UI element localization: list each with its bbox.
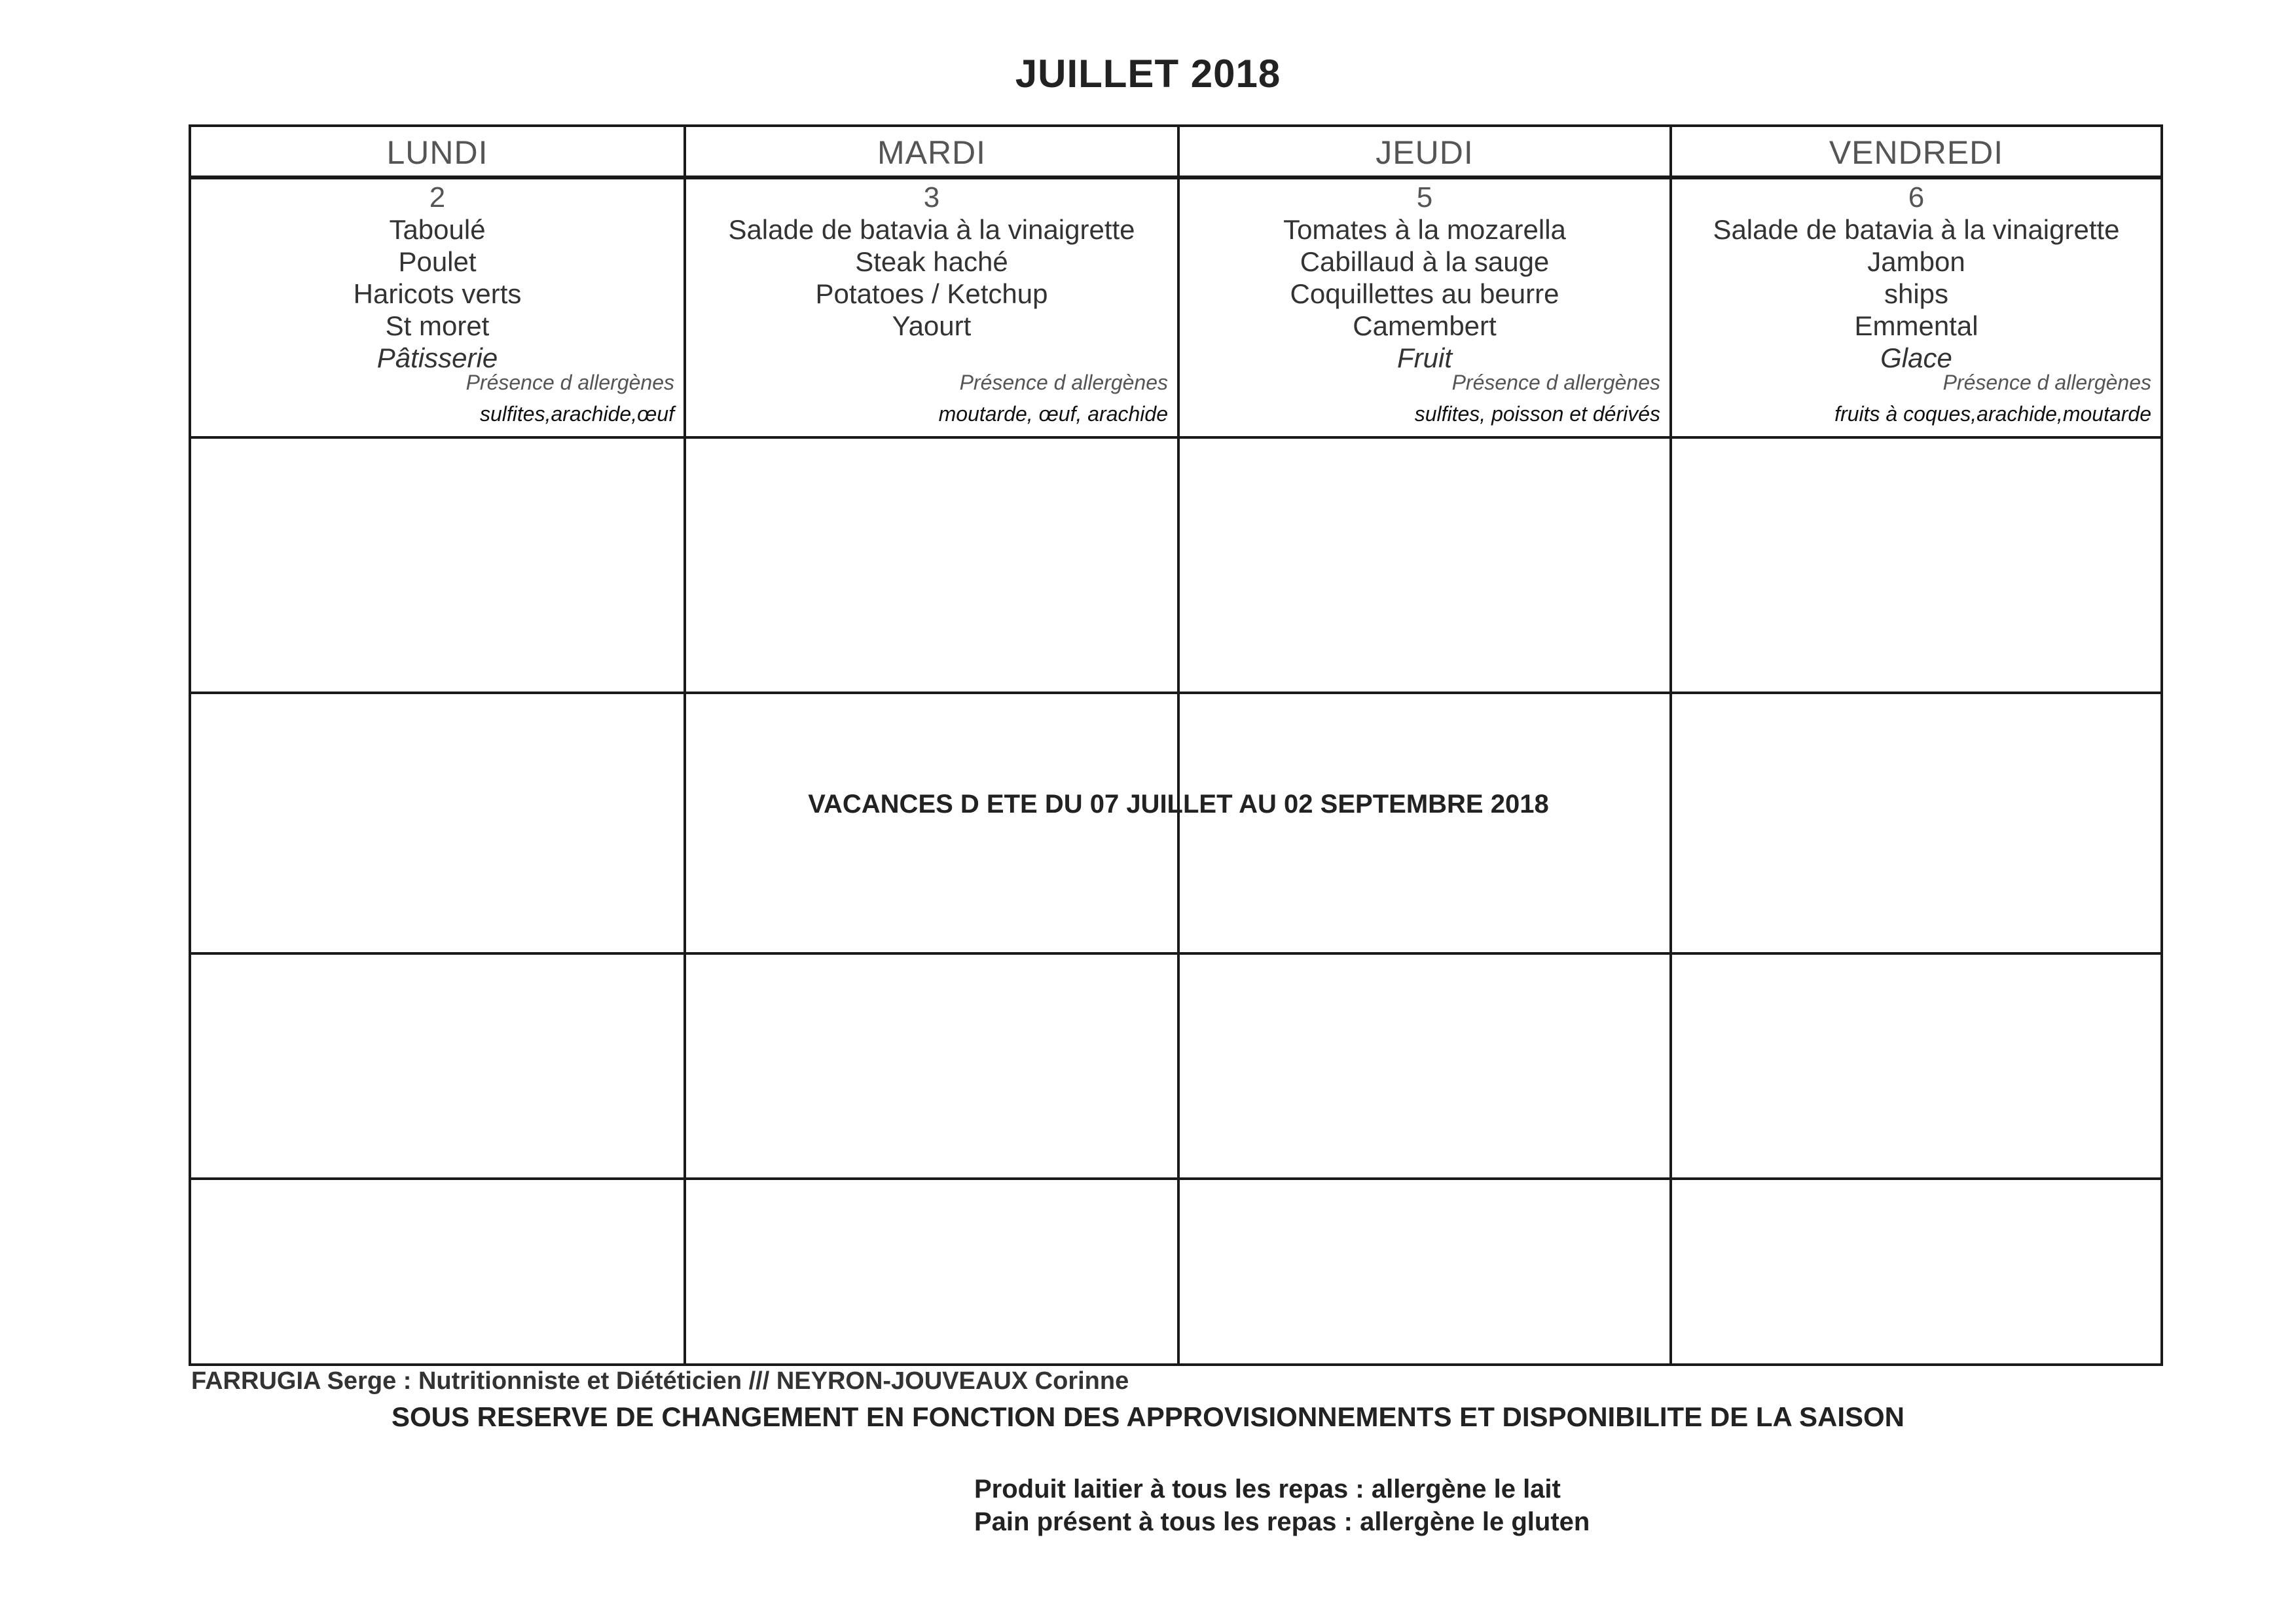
menu-item: St moret bbox=[385, 310, 490, 341]
day-cell-vendredi bbox=[1672, 182, 2160, 374]
day-number: 5 bbox=[1416, 181, 1433, 213]
menu-item: Camembert bbox=[1353, 310, 1497, 341]
note-gluten: Pain présent à tous les repas : allergène le gluten bbox=[974, 1507, 1590, 1536]
allergen-label: Présence d allergènes bbox=[959, 371, 1168, 394]
menu-item-dessert: Glace bbox=[1880, 342, 1952, 373]
allergen-list: fruits à coques,arachide,moutarde bbox=[1834, 402, 2151, 426]
note-lait: Produit laitier à tous les repas : allergène le lait bbox=[974, 1475, 1561, 1504]
footer-notice: SOUS RESERVE DE CHANGEMENT EN FONCTION DES APPROVISIONNEMENTS ET DISPONIBILITE DE LA SAISON bbox=[391, 1401, 1905, 1432]
menu-item: Cabillaud à la sauge bbox=[1300, 246, 1550, 277]
menu-item: Poulet bbox=[398, 246, 477, 277]
menu-item: Potatoes / Ketchup bbox=[815, 278, 1048, 309]
allergen-label: Présence d allergènes bbox=[1942, 371, 2151, 394]
column-header-vendredi: VENDREDI bbox=[1829, 134, 2004, 171]
column-header-mardi: MARDI bbox=[877, 134, 987, 171]
menu-item: Taboulé bbox=[389, 214, 486, 245]
day-number: 3 bbox=[923, 181, 940, 213]
footer-author: FARRUGIA Serge : Nutritionniste et Diététicien /// NEYRON-JOUVEAUX Corinne bbox=[191, 1367, 1129, 1395]
menu-item: Yaourt bbox=[892, 310, 972, 341]
day-cell-lundi bbox=[191, 182, 683, 374]
allergen-list: sulfites, poisson et dérivés bbox=[1414, 402, 1660, 426]
allergen-label: Présence d allergènes bbox=[465, 371, 674, 394]
menu-item: Salade de batavia à la vinaigrette bbox=[728, 214, 1135, 245]
page-title: JUILLET 2018 bbox=[1015, 52, 1281, 96]
menu-grid bbox=[189, 124, 2163, 1366]
day-cell-mardi bbox=[686, 182, 1177, 342]
allergen-list: moutarde, œuf, arachide bbox=[938, 402, 1168, 426]
row-divider bbox=[191, 692, 2160, 694]
row-divider bbox=[191, 436, 2160, 439]
menu-item: Coquillettes au beurre bbox=[1290, 278, 1559, 309]
column-header-jeudi: JEUDI bbox=[1376, 134, 1474, 171]
column-header-lundi: LUNDI bbox=[386, 134, 488, 171]
allergen-list: sulfites,arachide,œuf bbox=[479, 402, 674, 426]
menu-item-dessert: Pâtisserie bbox=[376, 342, 498, 373]
row-divider bbox=[191, 1177, 2160, 1180]
menu-item: Jambon bbox=[1867, 246, 1965, 277]
row-divider bbox=[191, 952, 2160, 955]
allergen-label: Présence d allergènes bbox=[1451, 371, 1660, 394]
menu-item: Emmental bbox=[1854, 310, 1978, 341]
menu-item-dessert: Fruit bbox=[1397, 342, 1452, 373]
menu-item: ships bbox=[1884, 278, 1949, 309]
day-number: 6 bbox=[1908, 181, 1925, 213]
menu-item: Steak haché bbox=[855, 246, 1008, 277]
day-cell-jeudi bbox=[1180, 182, 1669, 374]
day-number: 2 bbox=[429, 181, 446, 213]
menu-item: Haricots verts bbox=[353, 278, 522, 309]
menu-item: Tomates à la mozarella bbox=[1283, 214, 1566, 245]
vacances-banner: VACANCES D ETE DU 07 JUILLET AU 02 SEPTEMBRE 2018 bbox=[808, 790, 1549, 819]
menu-item: Salade de batavia à la vinaigrette bbox=[1713, 214, 2120, 245]
